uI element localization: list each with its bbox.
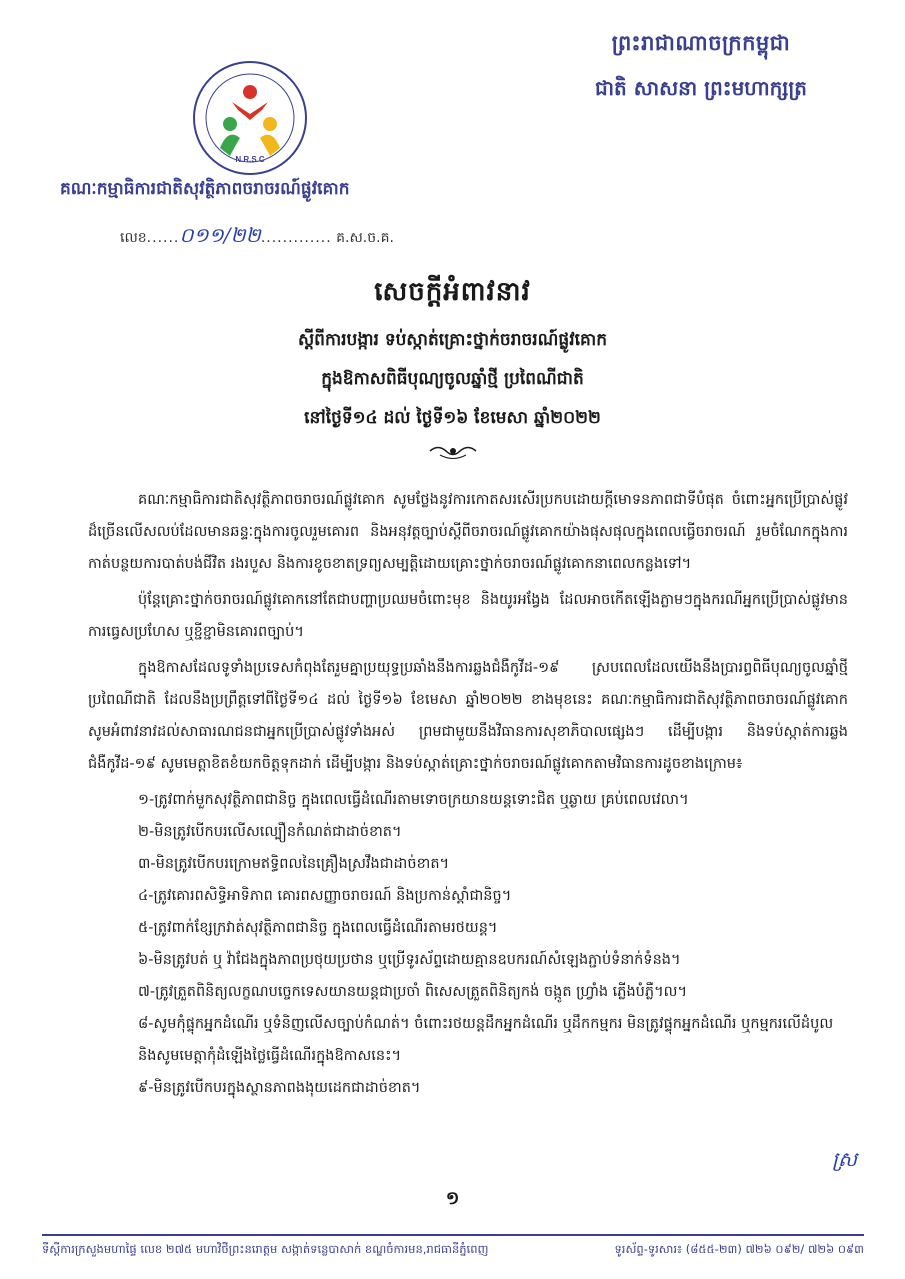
ref-number: ០១១/២២ (179, 223, 261, 247)
list-item: ៦-មិនត្រូវបត់ ឬ វ៉ាជែងក្នុងភាពប្រថុយប្រថាន ឬប្រើទូរស័ព្ទដោយគ្មានឧបករណ៍សំឡេងភ្ជាប់ទំនាក់ទំនង។ (138, 952, 681, 968)
list-item: ៩-មិនត្រូវបើកបរក្នុងស្ថានភាពងងុយដេកជាដាច់ខាត។ (138, 1080, 421, 1096)
handwritten-initial: ស្រ (832, 1147, 857, 1171)
paragraph-2: ប៉ុន្តែគ្រោះថ្នាក់ចរាចរណ៍ផ្លូវគោកនៅតែជាបញ្ហាប្រឈមចំពោះមុខ និងយូរអង្វែង ដែលអាចកើតឡើងភ្លាមៗក្នុងករណីអ្នកប្រើប្រាស់ផ្លូវមានការធ្វេសប្រហែស ឬខ្ជីខ្ជាមិនគោរពច្បាប់។ (88, 592, 848, 640)
footer-address: ទីស្តីការក្រសួងមហាផ្ទៃ លេខ ២៧៥ មហាវិថីព្រះនរោត្តម សង្កាត់ទន្លេបាសាក់ ខណ្ឌចំការមន,រាជធានីភ្នំពេញ (42, 1242, 489, 1256)
reference-line: លេខ......០១១/២២............. គ.ស.ច.គ. (120, 223, 394, 247)
list-item: ២-មិនត្រូវបើកបរលើសល្បឿនកំណត់ជាដាច់ខាត។ (138, 824, 402, 840)
footer (42, 1242, 864, 1259)
footer-divider (42, 1234, 864, 1236)
page-number: ១ (445, 1188, 460, 1209)
list-item: ៥-ត្រូវពាក់ខ្សែក្រវាត់សុវត្ថិភាពជានិច្ច ក្នុងពេលធ្វើដំណើរតាមរថយន្ត។ (138, 920, 498, 936)
list-item: ៧-ត្រូវត្រួតពិនិត្យលក្ខណបច្ចេកទេសយានយន្តជាប្រចាំ ពិសេសត្រួតពិនិត្យកង់ ចង្កូត ហ្វ្រាំង ភ្លើងបំភ្លឺ។ល។ (138, 984, 688, 1000)
title-subtitle-3: នៅថ្ងៃទី១៤ ដល់ ថ្ងៃទី១៦ ខែមេសា ឆ្នាំ២០២២ (304, 408, 601, 428)
measures-list (88, 784, 848, 1104)
nrsc-logo (190, 58, 310, 178)
footer-phone: ទូរស័ព្ទ-ទូរសារ៖ (៨៥៥-២៣) ៧២៦ ០៩២/ ៧២៦ ០៩៣ (614, 1242, 864, 1256)
ref-prefix: លេខ (120, 230, 147, 246)
logo-red-figure (243, 85, 257, 99)
list-item: ៤-ត្រូវគោរពសិទ្ធិអាទិភាព គោរពសញ្ញាចរាចរណ៍ និងប្រកាន់ស្តាំជានិច្ច។ (138, 888, 512, 904)
national-motto: ជាតិ សាសនា ព្រះមហាក្សត្រ (595, 76, 807, 100)
committee-name: គណៈកម្មាធិការជាតិសុវត្ថិភាពចរាចរណ៍ផ្លូវគោក (60, 179, 350, 199)
document-title: សេចក្តីអំពាវនាវ (374, 277, 531, 307)
paragraph-1: គណៈកម្មាធិការជាតិសុវត្ថិភាពចរាចរណ៍ផ្លូវគោក សូមថ្លែងនូវការកោតសរសើរប្រកបដោយក្តីមោទនភាពជាទីបំផុត ចំពោះអ្នកប្រើប្រាស់ផ្លូវដ៏ច្រើនលើសលប់ដែលមានឆន្ទៈក្នុងការចូលរួមគោរព និងអនុវត្តច្បាប់ស្តីពីចរាចរណ៍ផ្លូវគោកយ៉ាងផុសផុលក្នុងពេលធ្វើចរាចរណ៍ រួមចំណែកក្នុងការកាត់បន្ថយការបាត់បង់ជីវិត រងរបួស និងការខូចខាតទ្រព្យសម្បត្តិដោយគ្រោះថ្នាក់ចរាចរណ៍ផ្លូវគោកនាពេលកន្លងទៅ។ (88, 492, 848, 572)
list-item: ១-ត្រូវពាក់មួកសុវត្ថិភាពជានិច្ច ក្នុងពេលធ្វើដំណើរតាមទោចក្រយានយន្តទោះជិត ឬឆ្ងាយ គ្រប់ពេលវេលា។ (138, 792, 689, 808)
title-subtitle-2: ក្នុងឱកាសពិធីបុណ្យចូលឆ្នាំថ្មី ប្រពៃណីជាតិ (321, 369, 584, 389)
ref-suffix: គ.ស.ច.គ. (336, 230, 394, 246)
paragraph-3: ក្នុងឱកាសដែលទូទាំងប្រទេសកំពុងតែរួមគ្នាប្រយុទ្ធប្រឆាំងនឹងការឆ្លងជំងឺកូវីដ-១៩ ស្របពេលដែលយើងនឹងប្រារព្ធពិធីបុណ្យចូលឆ្នាំថ្មី ប្រពៃណីជាតិ ដែលនឹងប្រព្រឹត្តទៅពីថ្ងៃទី១៤ ដល់ ថ្ងៃទី១៦ ខែមេសា ឆ្នាំ២០២២ ខាងមុខនេះ គណៈកម្មាធិការជាតិសុវត្ថិភាពចរាចរណ៍ផ្លូវគោក សូមអំពាវនាវដល់សាធារណជនជាអ្នកប្រើប្រាស់ផ្លូវទាំងអស់ ព្រមជាមួយនឹងវិធានការសុខាភិបាលផ្សេងៗ ដើម្បីបង្ការ និងទប់ស្កាត់ការឆ្លងជំងឺកូវីដ-១៩ សូមមេត្តាខិតខំយកចិត្តទុកដាក់ ដើម្បីបង្ការ និងទប់ស្កាត់គ្រោះថ្នាក់ចរាចរណ៍ផ្លូវគោកតាមវិធានការដូចខាងក្រោម៖ (88, 660, 848, 772)
list-item: ៨-សូមកុំផ្ទុកអ្នកដំណើរ ឬទំនិញលើសច្បាប់កំណត់។ ចំពោះរថយន្តដឹកអ្នកដំណើរ ឬដឹកកម្មករ មិនត្រូវផ្ទុកអ្នកដំណើរ ឬកម្មករលើដំបូល និងសូមមេត្តាកុំដំឡើងថ្លៃធ្វើដំណើរក្នុងឱកាសនេះ។ (138, 1016, 834, 1064)
list-item: ៣-មិនត្រូវបើកបរក្រោមឥទ្ធិពលនៃគ្រឿងស្រវឹងជាដាច់ខាត។ (138, 856, 450, 872)
ornament-icon (428, 442, 478, 460)
logo-acronym: N.R.S.C (235, 155, 265, 164)
kingdom-header (595, 30, 807, 105)
document-body (88, 484, 848, 1104)
kingdom-title: ព្រះរាជាណាចក្រកម្ពុជា (611, 31, 791, 55)
title-subtitle-1: ស្តីពីការបង្ការ ទប់ស្កាត់គ្រោះថ្នាក់ចរាចរណ៍ផ្លូវគោក (298, 330, 607, 350)
title-block (0, 275, 905, 432)
